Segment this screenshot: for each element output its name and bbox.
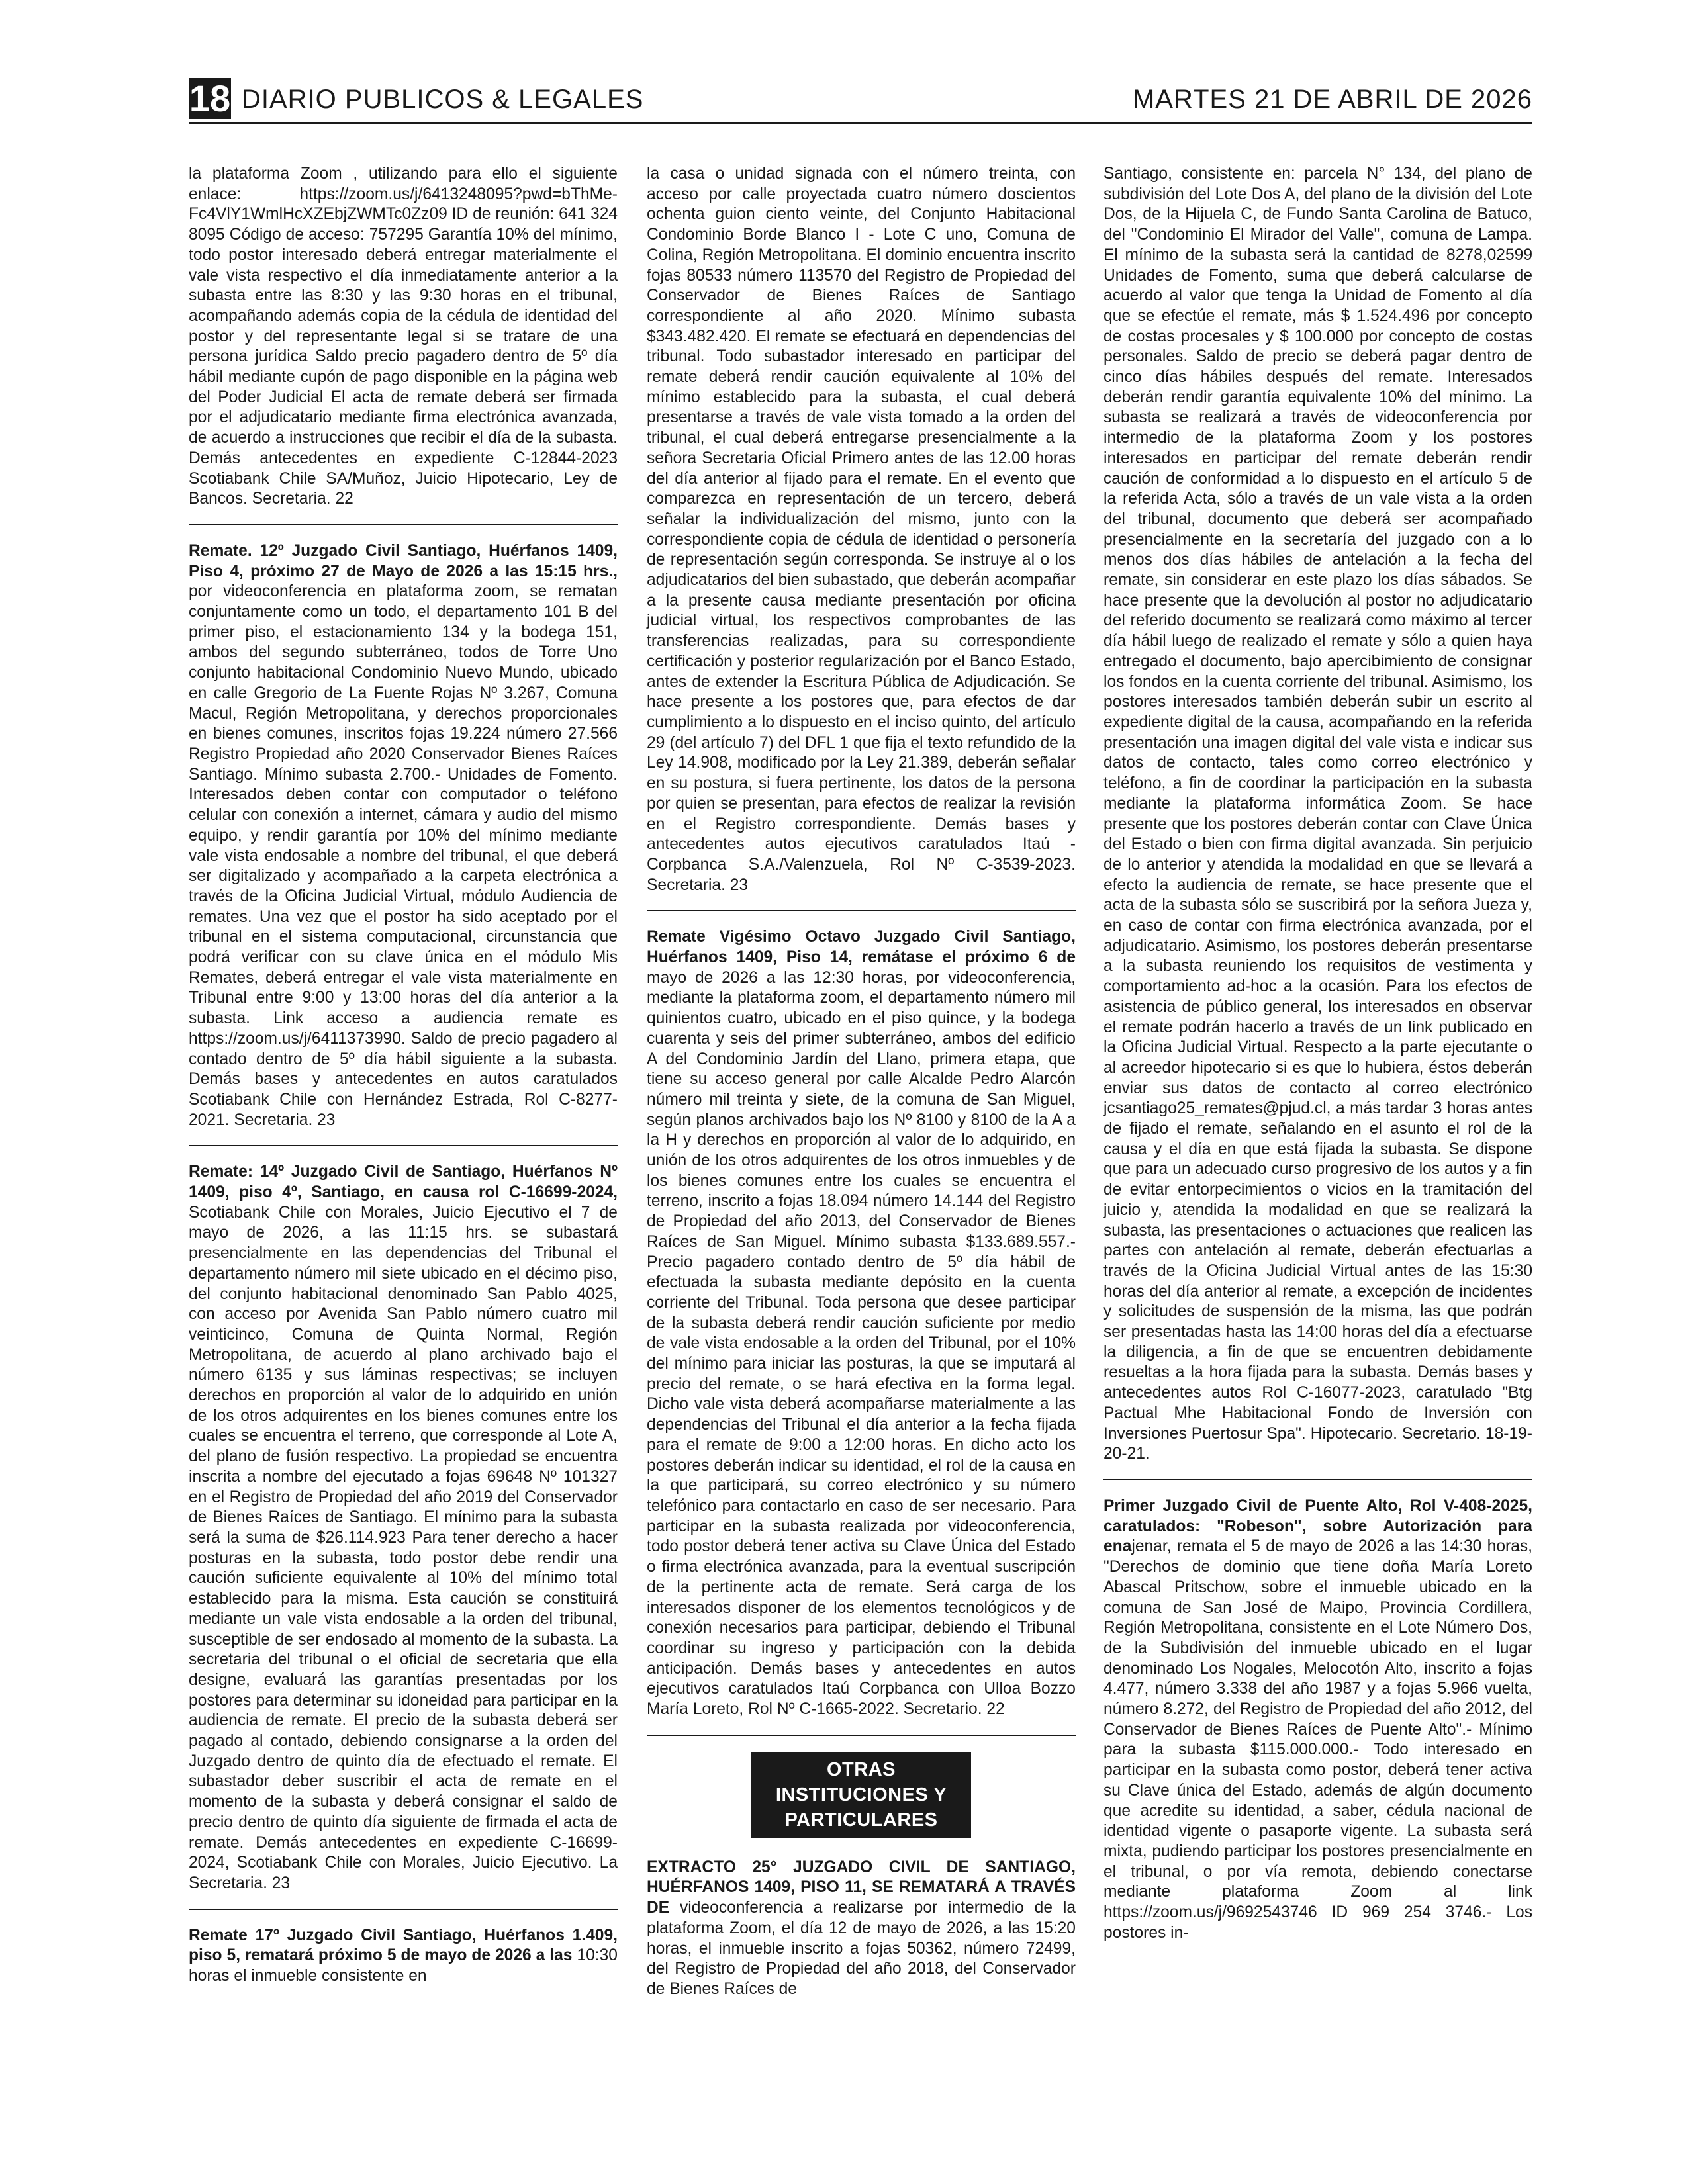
publication-date: MARTES 21 DE ABRIL DE 2026 xyxy=(1132,85,1532,114)
notice xyxy=(189,1926,618,1987)
notice-heading: Remate: 14º Juzgado Civil de Santiago, Huérfanos Nº 1409, piso 4º, Santiago, en causa rol C-16699-2024, xyxy=(189,1163,618,1202)
header-divider xyxy=(189,122,1532,124)
page-header xyxy=(189,78,1532,119)
column-3 xyxy=(1103,164,1532,1943)
notice-body: mayo de 2026 a las 12:30 horas, por videoconferencia, mediante la plataforma zoom, el departamento número mil quinientos cuatro, ubicado en el piso quince, y la bodega cuarenta y seis del primer subterráneo, ambos del edificio A del Condominio Jardín del Llano, primera etapa, que tiene su acceso general por calle Alcalde Pedro Alarcón número mil treinta y siete, de la comuna de San Miguel, según planos archivados bajo los Nº 8100 y 8100 de la A a la H y derechos en proporción al valor de lo adquirido, en unión de los otros adquirentes de los otros inmuebles y de los bienes comunes entre los cuales se encuentra el terreno, inscrito a fojas 18.094 número 14.144 del Registro de Propiedad del año 2013, del Conservador de Bienes Raíces de San Miguel. Mínimo subasta $133.689.557.- Precio pagadero contado dentro de 5º día hábil de efectuada la subasta mediante depósito en la cuenta corriente del Tribunal. Toda persona que desee participar de la subasta deberá rendir caución suficiente por medio de vale vista endosable a la orden del Tribunal, por el 10% del mínimo para iniciar las posturas, la que se imputará al precio del remate, o se hará efectiva en la forma legal. Dicho vale vista deberá acompañarse materialmente a las dependencias del Tribunal el día anterior a la fecha fijada para el remate de 9:00 a 12:00 horas. En dicho acto los postores deberán indicar su identidad, el rol de la causa en la que participará, su correo electrónico y su número telefónico para contactarlo en caso de ser necesario. Para participar en la subasta realizada por videoconferencia, todo postor deberá tener activa su Clave Única del Estado o firma electrónica avanzada, para la eventual suscripción de la pertinente acta de remate. Será carga de los interesados disponer de los elementos tecnológicos y de conexión necesarios para participar, debiendo el Tribunal coordinar su ingreso y participación con la debida anticipación. Demás bases y antecedentes en autos ejecutivos caratulados Itaú Corpbanca con Ulloa Bozzo María Loreto, Rol Nº C-1665-2022. Secretario. 22 xyxy=(647,968,1076,1719)
notice-continued: Santiago, consistente en: parcela N° 134, del plano de subdivisión del Lote Dos A, del plano de la división del Lote Dos, de la Hijuela C, de Fundo Santa Carolina de Batuco, del "Condominio El Mirador del Valle", comuna de Lampa. El mínimo de la subasta será la cantidad de 8278,02599 Unidades de Fomento, suma que deberá calcularse de acuerdo al valor que tenga la Unidad de Fomento al día que se efectúe el remate, más $ 1.524.496 por concepto de costas procesales y $ 100.000 por concepto de costas personales. Saldo de precio se deberá pagar dentro de cinco días hábiles después del remate. Interesados deberán rendir garantía equivalente 10% del mínimo. La subasta se realizará a través de videoconferencia por intermedio de la plataforma Zoom y los postores interesados en participar del remate deberán rendir caución de conformidad a lo dispuesto en el artículo 5 de la referida Acta, sólo a través de un vale vista a la orden del tribunal, documento que deberá ser acompañado presencialmente en la secretaría del juzgado con a lo menos dos días hábiles de antelación a la fecha del remate, sin considerar en este plazo los días sábados. Se hace presente que la devolución al postor no adjudicatario del referido documento se realizará como máximo al tercer día hábil luego de realizado el remate y sólo a quien haya entregado el documento, bajo apercibimiento de consignar los fondos en la cuenta corriente del tribunal. Asimismo, los postores interesados también deberán subir un escrito al expediente digital de la causa, acompañando en la referida presentación una imagen digital del vale vista e indicar sus datos de contacto, tales como correo electrónico y teléfono, a fin de coordinar la participación en la subasta mediante la plataforma informática Zoom. Se hace presente que los postores deberán contar con Clave Única del Estado o bien con firma digital avanzada. Sin perjuicio de lo anterior y atendida la modalidad en que se llevará a efecto la audiencia de remate, se hace presente que el acta de la subasta sólo se suscribirá por la señora Jueza y, en caso de contar con firma electrónica avanzada, por el adjudicatario. Asimismo, los postores deberán presentarse a la subasta reuniendo los requisitos de vestimenta y comportamiento ad-hoc a la ocasión. Para los efectos de asistencia de público general, los interesados en observar el remate podrán hacerlo a través de un link publicado en la Oficina Judicial Virtual. Respecto a la parte ejecutante o al acreedor hipotecario si es que lo hubiera, éstos deberán enviar sus datos de contacto al correo electrónico jcsantiago25_remates@pjud.cl, a más tardar 3 horas antes de fijado el remate, señalando en el asunto el rol de la causa y el día en que está fijada la subasta. Se dispone que para un adecuado curso progresivo de los autos y a fin de evitar entorpecimientos o vicios en la tramitación del juicio y, atendida la modalidad en que se realizará la subasta, las presentaciones o actuaciones que realicen las partes con antelación al remate, deberán efectuarlas a través de la Oficina Judicial Virtual antes de las 15:30 horas del día anterior al remate, a excepción de incidentes y solicitudes de suspensión de la misma, las que podrán ser presentadas hasta las 14:00 horas del día a efectuarse la diligencia, a fin de que se encuentren debidamente resueltas a la hora fijada para la subasta. Demás bases y antecedentes autos Rol C-16077-2023, caratulado "Btg Pactual Mhe Habitacional Fondo de Inversión con Inversiones Puertosur Spa". Hipotecario. Secretario. 18-19-20-21. xyxy=(1103,165,1532,1463)
notice-divider xyxy=(189,1145,618,1146)
notice-body: videoconferencia a realizarse por intermedio de la plataforma Zoom, el día 12 de mayo de 2026, a las 15:20 horas, el inmueble inscrito a fojas 50362, número 72499, del Registro de Propiedad del año 2018, del Conservador de Bienes Raíces de xyxy=(647,1899,1076,1998)
notice-divider xyxy=(1103,1479,1532,1480)
notice-body: 10:30 horas el inmueble consistente en xyxy=(189,1946,618,1985)
notice-heading: Remate 17º Juzgado Civil Santiago, Huérfanos 1.409, piso 5, rematará próximo 5 de mayo de 2026 a las xyxy=(189,1926,618,1965)
notice xyxy=(189,541,618,1130)
notice-body: por videoconferencia en plataforma zoom, se rematan conjuntamente como un todo, el departamento 101 B del primer piso, el estacionamiento 134 y la bodega 151, ambos del segundo subterráneo, todos de Torre Uno conjunto habitacional Condominio Nuevo Mundo, ubicado en calle Gregorio de La Fuente Rojas Nº 3.267, Comuna Macul, Región Metropolitana, y derechos proporcionales en bienes comunes, inscritos fojas 19.224 número 27.566 Registro Propiedad año 2020 Conservador Bienes Raíces Santiago. Mínimo subasta 2.700.- Unidades de Fomento. Interesados deben contar con computador o teléfono celular con conexión a internet, cámara y audio del mismo equipo, y rendir garantía por 10% del mínimo mediante vale vista endosable a nombre del tribunal, el que deberá ser digitalizado y acompañado a la carpeta electrónica a través de la Oficina Judicial Virtual, módulo Audiencia de remates. Una vez que el postor ha sido aceptado por el tribunal en el sistema computacional, circunstancia que podrá verificar con su clave única en el módulo Mis Remates, deberá entregar el vale vista materialmente en Tribunal entre 9:00 y 13:00 horas del día anterior a la subasta. Link acceso a audiencia remate es https://zoom.us/j/6411373990. Saldo de precio pagadero al contado dentro de 5º día hábil siguiente a la subasta. Demás bases y antecedentes en autos caratulados Scotiabank Chile con Hernández Estrada, Rol C-8277-2021. Secretaria. 23 xyxy=(189,582,618,1129)
section-banner: OTRAS INSTITUCIONES Y PARTICULARES xyxy=(751,1752,971,1838)
page-number: 18 xyxy=(189,77,231,119)
notice-divider xyxy=(189,1909,618,1910)
notice xyxy=(189,1162,618,1893)
notice-body: Scotiabank Chile con Morales, Juicio Ejecutivo el 7 de mayo de 2026, a las 11:15 hrs. se subastará presencialmente en las dependencias del Tribunal el departamento número mil siete ubicado en el décimo piso, del conjunto habitacional denominado San Pablo 4025, con acceso por Avenida San Pablo número cuatro mil veinticinco, Comuna de Quinta Normal, Región Metropolitana, de acuerdo al plano archivado bajo el número 6135 y sus láminas respectivas; se incluyen derechos en proporción al valor de lo adquirido en unión de los otros adquirentes en los bienes comunes entre los cuales se encuentra el terreno, que corresponde al Lote A, del plano de fusión respectivo. La propiedad se encuentra inscrita a nombre del ejecutado a fojas 69648 Nº 101327 en el Registro de Propiedad del año 2019 del Conservador de Bienes Raíces de Santiago. El mínimo para la subasta será la suma de $26.114.923 Para tener derecho a hacer posturas en la subasta, todo postor debe rendir una caución suficiente equivalente al 10% del mínimo total establecido para la misma. Esta caución se constituirá mediante un vale vista endosable a la orden del tribunal, susceptible de ser endosado al momento de la subasta. La secretaria del tribunal o el oficial de secretaria que ella designe, evaluará las garantías presentadas por los postores para determinar su idoneidad para participar en la audiencia de remate. El precio de la subasta deberá ser pagado al contado, debiendo consignarse a la orden del Juzgado dentro de quinto día de efectuado el remate. El subastador deber suscribir el acta de remate en el momento de la subasta y deberá consignar el saldo de precio dentro de quinto día siguiente de firmada el acta de remate. Demás antecedentes en expediente C-16699-2024, Scotiabank Chile con Morales, Juicio Ejecutivo. La Secretaria. 23 xyxy=(189,1203,618,1892)
column-1 xyxy=(189,164,618,1987)
notice-divider xyxy=(189,524,618,525)
notice xyxy=(647,1858,1076,2000)
notice-divider xyxy=(647,1735,1076,1736)
notice-heading: Remate. 12º Juzgado Civil Santiago, Huérfanos 1409, Piso 4, próximo 27 de Mayo de 2026 a las 15:15 hrs., xyxy=(189,541,618,580)
notice-continued: la casa o unidad signada con el número treinta, con acceso por calle proyectada cuatro número doscientos ochenta guion ciento veinte, del Conjunto Habitacional Condominio Borde Blanco I - Lote C uno, Comuna de Colina, Región Metropolitana. El dominio encuentra inscrito fojas 80533 número 113570 del Registro de Propiedad del Conservador de Bienes Raíces de Santiago correspondiente al año 2020. Mínimo subasta $343.482.420. El remate se efectuará en dependencias del tribunal. Todo subastador interesado en participar del remate deberá rendir caución equivalente al 10% del mínimo establecido para la subasta, el cual deberá presentarse a través de vale vista tomado a la orden del tribunal, el cual deberá entregarse presencialmente a la señora Secretaria Oficial Primero antes de las 12.00 horas del día anterior al fijado para el remate. En el evento que comparezca en representación de un tercero, deberá señalar la individualización del mismo, junto con la correspondiente copia de cédula de identidad o personería de representación según corresponda. Se instruye al o los adjudicatarios del bien subastado, que deberán acompañar a la presente causa mediante presentación por oficina judicial virtual, los respectivos comprobantes de las transferencias realizadas, para su correspondiente certificación y posterior regularización por el Banco Estado, antes de extender la Escritura Pública de Adjudicación. Se hace presente a los postores que, para efectos de dar cumplimiento a lo dispuesto en el inciso quinto, del artículo 29 (del artículo 7) del DFL 1 que fija el texto refundido de la Ley 14.908, modificado por la Ley 21.389, deberán señalar en su postura, si fuera pertinente, los datos de la persona por quien se presentan, para efectos de realizar la revisión en el Registro correspondiente. Demás bases y antecedentes autos ejecutivos caratulados Itaú - Corpbanca S.A./Valenzuela, Rol Nº C-3539-2023. Secretaria. 23 xyxy=(647,165,1076,894)
notice-divider xyxy=(647,910,1076,911)
notice xyxy=(1103,1496,1532,1943)
notice-body: jenar, remata el 5 de mayo de 2026 a las 14:30 horas, "Derechos de dominio que tiene doña María Loreto Abascal Pritschow, sobre el inmueble ubicado en la comuna de San José de Maipo, Provincia Cordillera, Región Metropolitana, consistente en el Lote Número Dos, de la Subdivisión del inmueble ubicado en el lugar denominado Los Nogales, Melocotón Alto, inscrito a fojas 4.477, número 3.338 del año 1987 y a fojas 5.966 vuelta, número 8.272, del Registro de Propiedad del año 2012, del Conservador de Bienes Raíces de Puente Alto".- Mínimo para la subasta $115.000.000.- Todo interesado en participar en la subasta como postor, deberá tener activa su Clave única del Estado, además de algún documento que acredite su identidad, a saber, cédula nacional de identidad vigente o pasaporte vigente. La subasta será mixta, pudiendo participar los postores presencialmente en el tribunal, o por vía remota, debiendo conectarse mediante plataforma Zoom al link https://zoom.us/j/9692543746 ID 969 254 3746.- Los postores in- xyxy=(1103,1537,1532,1942)
notice-continued: la plataforma Zoom , utilizando para ello el siguiente enlace: https://zoom.us/j/6413248095?pwd=bThMe-Fc4VlY1WmlHcXZEbjZWMTc0Zz09 ID de reunión: 641 324 8095 Código de acceso: 757295 Garantía 10% del mínimo, todo postor interesado deberá entregar materialmente el vale vista respectivo el día inmediatamente anterior a la subasta entre las 8:30 y las 9:30 horas en el tribunal, acompañando además copia de la cédula de identidad del postor y del representante legal si se tratare de una persona jurídica Saldo precio pagadero dentro de 5º día hábil mediante cupón de pago disponible en la página web del Poder Judicial El acta de remate deberá ser firmada por el adjudicatario mediante firma electrónica avanzada, de acuerdo a instrucciones que recibir el día de la subasta. Demás antecedentes en expediente C-12844-2023 Scotiabank Chile SA/Muñoz, Juicio Hipotecario, Ley de Bancos. Secretaria. 22 xyxy=(189,165,618,508)
notice-heading: Primer Juzgado Civil de Puente Alto, Rol V-408-2025, caratulados: "Robeson", sobre Autorización para ena xyxy=(1103,1497,1532,1556)
notice xyxy=(647,927,1076,1719)
column-2 xyxy=(647,164,1076,2000)
notice-heading: EXTRACTO 25° JUZGADO CIVIL DE SANTIAGO, HUÉRFANOS 1409, PISO 11, SE REMATARÁ A TRAVÉS DE xyxy=(647,1858,1076,1917)
publication-name: DIARIO PUBLICOS & LEGALES xyxy=(242,85,644,114)
notice-heading: Remate Vigésimo Octavo Juzgado Civil Santiago, Huérfanos 1409, Piso 14, remátase el próximo 6 de xyxy=(647,928,1076,967)
